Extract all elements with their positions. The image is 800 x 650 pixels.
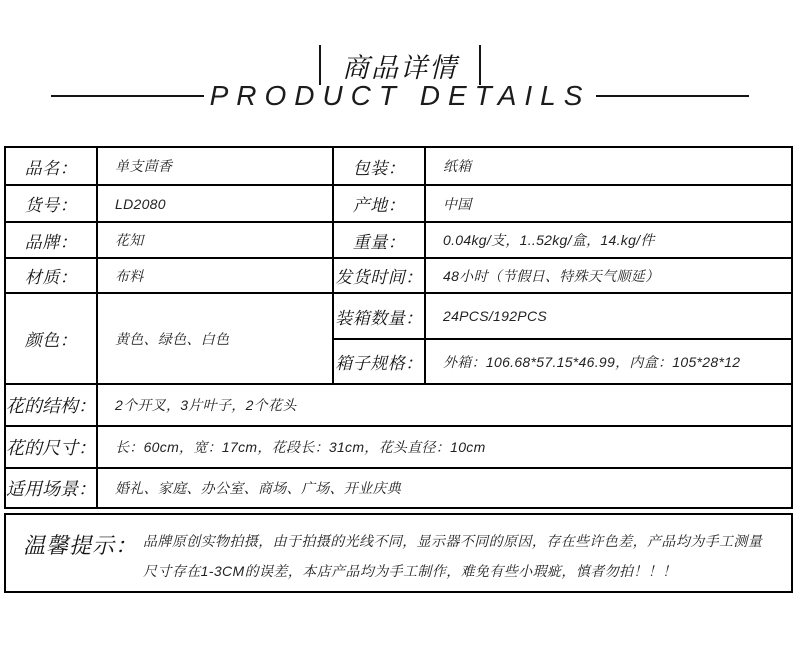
page-title-cn: 商品详情 <box>342 52 458 83</box>
page-title-en: PRODUCT DETAILS <box>209 80 591 111</box>
spec-value-usage-scenarios: 婚礼、家庭、办公室、商场、广场、开业庆典 <box>115 480 401 496</box>
spec-value-material: 布料 <box>98 259 334 294</box>
spec-value-origin: 中国 <box>426 186 791 223</box>
spec-value-product-name: 单支茴香 <box>98 148 334 186</box>
spec-value-brand: 花知 <box>98 223 334 259</box>
header-cn <box>0 45 800 85</box>
spec-label-carton-size: 箱子规格： <box>334 340 426 385</box>
spec-label-flower-structure: 花的结构： <box>6 385 98 427</box>
right-horizontal-rule <box>596 95 749 97</box>
notice-line-1: 品牌原创实物拍摄，由于拍摄的光线不同，显示器不同的原因，存在些许色差，产品均为手工测量 <box>143 533 763 549</box>
spec-label-flower-size: 花的尺寸： <box>6 427 98 469</box>
spec-value-carton-size: 外箱：106.68*57.15*46.99，内盒：105*28*12 <box>426 340 791 385</box>
notice-text <box>143 526 762 586</box>
spec-value-carton-quantity: 24PCS/192PCS <box>426 294 791 340</box>
spec-value-weight: 0.04kg/支，1..52kg/盒，14.kg/件 <box>426 223 791 259</box>
spec-label-origin: 产地： <box>334 186 426 223</box>
spec-label-product-name: 品名： <box>6 148 98 186</box>
spec-value-item-number: LD2080 <box>98 186 334 223</box>
spec-value-flower-structure: 2个开叉，3片叶子，2个花头 <box>98 385 791 427</box>
spec-label-carton-quantity: 装箱数量： <box>334 294 426 340</box>
spec-value-packaging: 纸箱 <box>426 148 791 186</box>
spec-value-shipping-time: 48小时（节假日、特殊天气顺延） <box>426 259 791 294</box>
spec-value-flower-size: 长：60cm，宽：17cm，花段长：31cm，花头直径：10cm <box>98 427 791 469</box>
spec-label-material: 材质： <box>6 259 98 294</box>
spec-value-color: 黄色、绿色、白色 <box>98 294 334 385</box>
spec-label-brand: 品牌： <box>6 223 98 259</box>
spec-label-color: 颜色： <box>6 294 98 385</box>
spec-label-item-number: 货号： <box>6 186 98 223</box>
notice-line-2: 尺寸存在1-3CM的误差，本店产品均为手工制作，难免有些小瑕疵，慎者勿拍！！！ <box>143 563 677 579</box>
header-en <box>0 80 800 112</box>
spec-table <box>4 146 793 509</box>
right-vertical-bar <box>479 45 481 85</box>
left-horizontal-rule <box>51 95 204 97</box>
spec-label-usage-scenarios: 适用场景： <box>6 469 98 507</box>
spec-label-packaging: 包装： <box>334 148 426 186</box>
spec-label-weight: 重量： <box>334 223 426 259</box>
notice-label: 温馨提示： <box>23 533 139 558</box>
left-vertical-bar <box>319 45 321 85</box>
spec-label-shipping-time: 发货时间： <box>334 259 426 294</box>
notice-box <box>4 513 793 593</box>
